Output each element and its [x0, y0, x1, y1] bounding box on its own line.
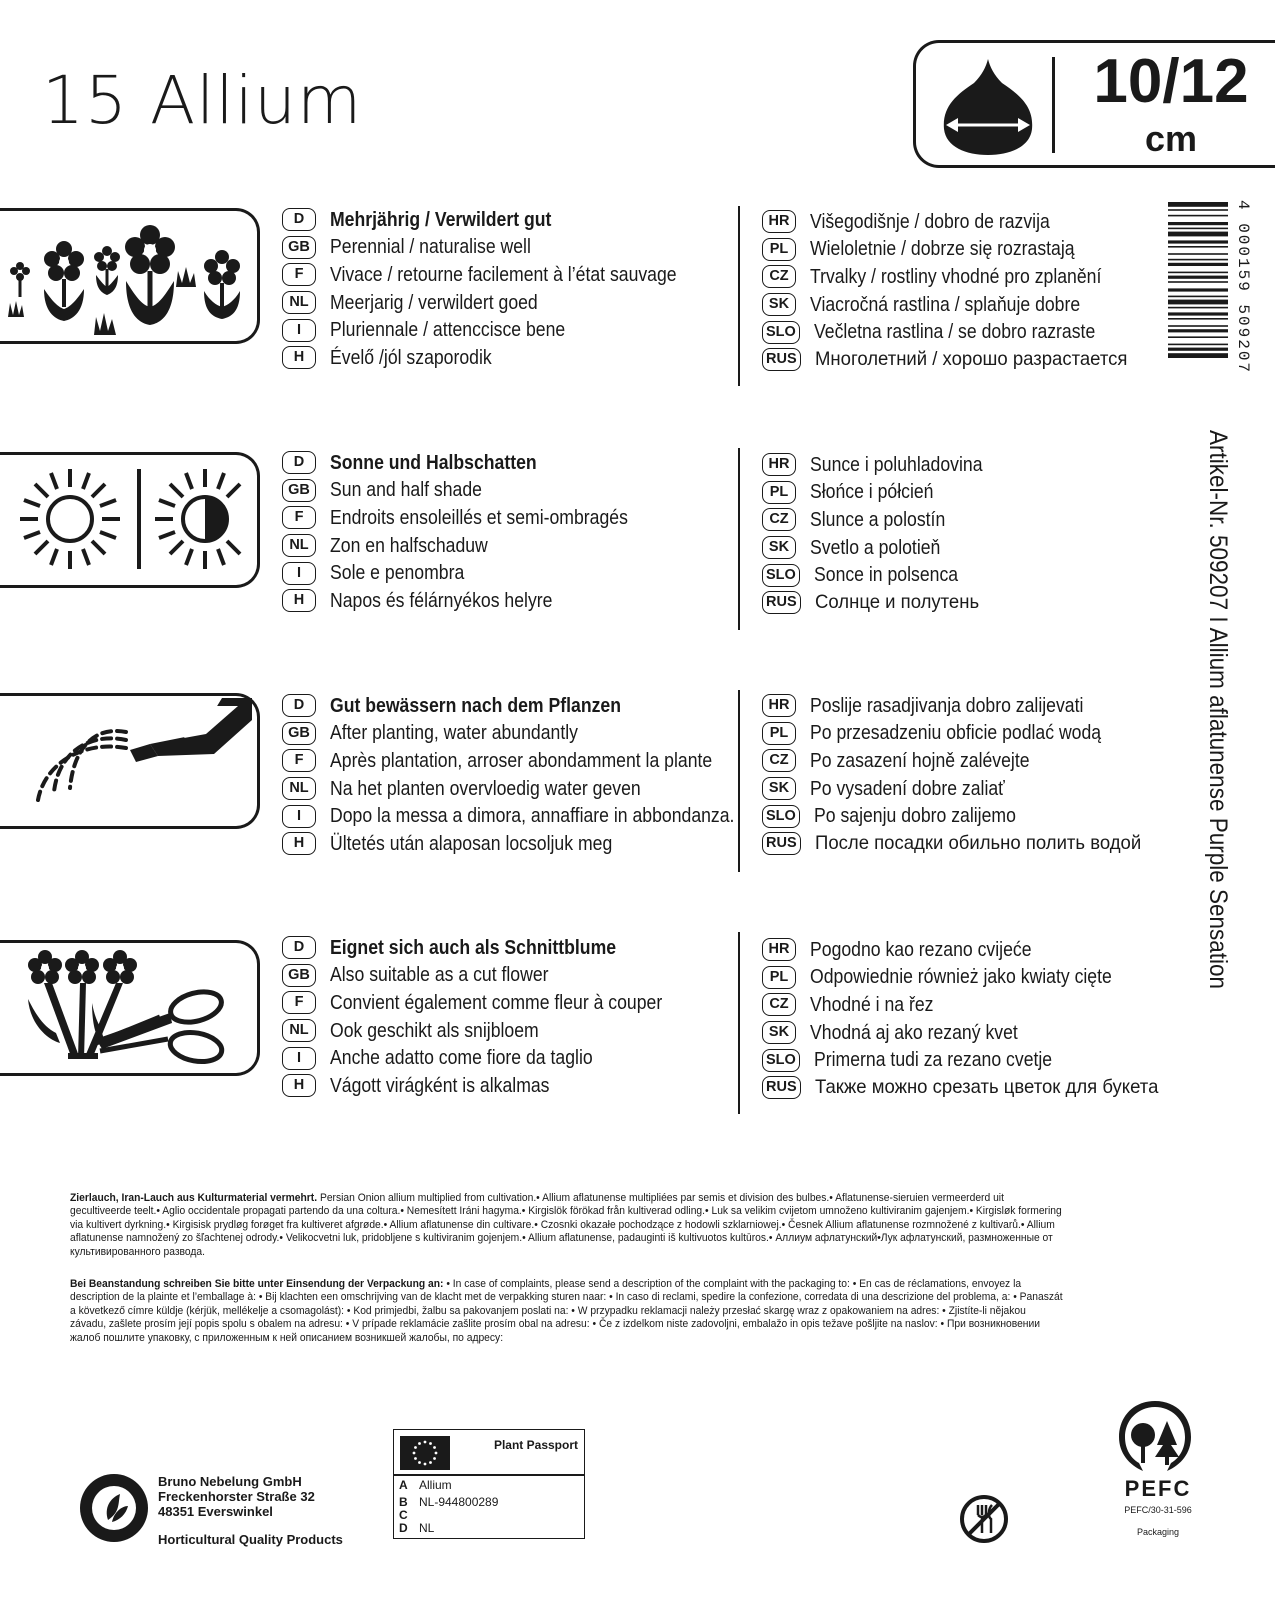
lang-text: Sun and half shade: [330, 478, 482, 502]
list-item: [762, 236, 1149, 264]
sun-list-right: [762, 451, 1011, 617]
lang-code: SK: [762, 1021, 796, 1044]
lang-text: Po przesadzeniu obficie podlać wodą: [810, 721, 1102, 745]
lang-text: Meerjarig / verwildert goed: [330, 290, 538, 314]
lang-text: Viacročná rastlina / splaňuje dobre: [810, 292, 1081, 316]
barcode-bar: [1168, 228, 1228, 230]
lang-text: Ültetés után alaposan locsoljuk meg: [330, 831, 613, 855]
lang-text: Perennial / naturalise well: [330, 235, 531, 259]
list-item: [762, 830, 1158, 858]
list-item: [282, 477, 676, 505]
lang-code: F: [282, 506, 316, 529]
list-item: [762, 263, 1149, 291]
list-item: [282, 316, 733, 344]
supplier-city: 48351 Everswinkel: [158, 1504, 273, 1519]
list-item: [762, 589, 1011, 617]
barcode-bar: [1168, 215, 1228, 217]
page-title: 15 Allium: [42, 62, 363, 139]
barcode-bar: [1168, 348, 1228, 351]
list-item: [762, 506, 1011, 534]
sustainable-supplier-logo: [78, 1472, 150, 1544]
eu-star: [418, 1442, 421, 1445]
lang-text: Zon en halfschaduw: [330, 533, 488, 557]
pefc-code: PEFC/30-31-596: [1124, 1505, 1192, 1515]
eu-star: [414, 1457, 417, 1460]
lang-code: F: [282, 749, 316, 772]
list-item: [282, 747, 800, 775]
watering-can-icon: [0, 696, 257, 826]
lang-code: HR: [762, 694, 796, 717]
list-item: [762, 720, 1158, 748]
list-item: [282, 559, 676, 587]
barcode-bar: [1168, 222, 1228, 225]
passport-divider: [394, 1474, 584, 1476]
lang-text: Na het planten overvloedig water geven: [330, 776, 641, 800]
lang-text: Vhodné i na řez: [810, 992, 934, 1016]
size-divider: [1052, 57, 1055, 153]
list-item: [282, 1072, 716, 1100]
lang-code: H: [282, 589, 316, 612]
lang-text: Sonne und Halbschatten: [330, 450, 537, 474]
plant-passport-title: Plant Passport: [493, 1438, 578, 1452]
eu-flag-icon: [400, 1436, 450, 1470]
lang-text: Mehrjährig / Verwildert gut: [330, 207, 552, 231]
lang-text: Ook geschikt als snijbloem: [330, 1018, 539, 1042]
lang-code: GB: [282, 722, 316, 745]
lang-text: Также можно срезать цветок для букета: [814, 1076, 1159, 1099]
bulb-size-box: [913, 40, 1275, 168]
list-item: [282, 532, 676, 560]
lang-text: Sunce i poluhladovina: [810, 452, 983, 476]
origin-lead: Zierlauch, Iran-Lauch aus Kulturmaterial vermehrt.: [70, 1192, 318, 1204]
lang-text: Vágott virágként is alkalmas: [330, 1073, 550, 1097]
list-item: [282, 234, 733, 262]
list-item: [762, 775, 1158, 803]
barcode-bar: [1168, 246, 1228, 248]
passport-row-c: C: [399, 1508, 408, 1522]
eu-star: [433, 1457, 436, 1460]
lang-code: PL: [762, 481, 796, 504]
pefc-logo-icon: [1113, 1397, 1197, 1475]
lang-code: D: [282, 694, 316, 717]
lang-code: F: [282, 263, 316, 286]
lang-code: GB: [282, 964, 316, 987]
lang-text: Après plantation, arroser abondamment la plante: [330, 748, 713, 772]
eu-star: [429, 1461, 432, 1464]
lang-code: SLO: [762, 805, 800, 828]
lang-code: HR: [762, 938, 796, 961]
lang-code: I: [282, 805, 316, 828]
list-item: [762, 1019, 1176, 1047]
lang-code: SLO: [762, 564, 800, 587]
barcode-bar: [1168, 318, 1228, 320]
lang-text: Anche adatto come fiore da taglio: [330, 1046, 593, 1070]
lang-text: Endroits ensoleillés et semi-ombragés: [330, 505, 628, 529]
lang-code: SK: [762, 536, 796, 559]
lang-code: RUS: [762, 348, 801, 371]
lang-code: PL: [762, 238, 796, 261]
lang-text: Gut bewässern nach dem Pflanzen: [330, 693, 621, 717]
lang-code: GB: [282, 236, 316, 259]
barcode-bar: [1168, 240, 1228, 243]
lang-text: Slunce a polostín: [810, 507, 946, 531]
barcode-bar: [1168, 312, 1228, 315]
lang-text: Večletna rastlina / se dobro razraste: [813, 320, 1096, 344]
lang-code: PL: [762, 966, 796, 989]
lang-text: Wieloletnie / dobrze się rozrastają: [810, 237, 1075, 261]
list-item: [282, 962, 716, 990]
supplier-address: [158, 1474, 315, 1519]
lang-code: CZ: [762, 993, 796, 1016]
list-item: [282, 289, 733, 317]
lang-text: Évelő /jól szaporodik: [330, 345, 492, 369]
pefc-name: PEFC: [1124, 1476, 1192, 1501]
list-item: [762, 561, 1011, 589]
lang-code: NL: [282, 1019, 316, 1042]
lang-text: Pogodno kao rezano cvijeće: [810, 937, 1032, 961]
barcode-bar: [1168, 344, 1228, 346]
lang-text: After planting, water abundantly: [330, 721, 578, 745]
passport-row-d: D NL: [399, 1521, 435, 1535]
not-food-contact-icon: [958, 1493, 1010, 1545]
bulb-icon: [936, 55, 1040, 159]
list-item: [762, 479, 1011, 507]
barcode-bar: [1168, 288, 1228, 291]
lang-code: SLO: [762, 321, 800, 344]
column-divider: [738, 932, 740, 1114]
bulb-size-unit: cm: [1144, 118, 1198, 159]
barcode-number: 4 000159 509207: [1234, 200, 1252, 375]
list-item: [762, 318, 1149, 346]
list-item: [762, 747, 1158, 775]
article-line: Artikel-Nr. 509207 I Allium aflatunense Purple Sensation: [1204, 430, 1232, 990]
lang-code: RUS: [762, 591, 801, 614]
lang-code: I: [282, 562, 316, 585]
lang-text: Po sajenju dobro zalijemo: [813, 804, 1016, 828]
lang-text: Odpowiednie również jako kwiaty cięte: [810, 965, 1112, 989]
lang-code: NL: [282, 534, 316, 557]
lang-code: HR: [762, 453, 796, 476]
eu-star: [435, 1452, 438, 1455]
passport-row-b: B NL-944800289: [399, 1495, 499, 1509]
eu-star: [413, 1452, 416, 1455]
supplier-street: Freckenhorster Straße 32: [158, 1489, 315, 1504]
lang-text: После посадки обильно полить водой: [814, 832, 1141, 855]
lang-code: SK: [762, 777, 796, 800]
list-item: [762, 991, 1176, 1019]
origin-body: Persian Onion allium multiplied from cultivation.• Allium aflatunense multipliées par semis et division des bulbes.• Aflatunense-sieruien vermeerderd uit gecultiveerde teelt.• Aglio occidentale propagati partendo da una coltura.• Nemesített Iráni hagyma.• Kirgislök förökad från kultiverad odling.• Luk sa velikim cvijetom umnoženo kultiviranim gajenjem.• Kirgisløk formering via kultivert dyrkning.• Kirgisisk prydløg forøget fra kultiveret afgrøde.• Allium aflatunense din cultivare.• Czosnki okazałe pochodzące z hodowli szklarniowej.• Česnek Allium aflatunense rozmnožené z kultivarů.• Allium aflatunense namnožený zo šľachtenej odrody.• Velikocvetni luk, pridobljene s kultiviranim gojenjem.• Allium aflatunense, padauginti iš kultivuotos kultūros.• Аллиум афлатунский•Лук афлатунский, размноженные от культивированного развода.: [70, 1192, 1062, 1258]
lang-text: Napos és félárnyékos helyre: [330, 588, 553, 612]
eu-star: [418, 1461, 421, 1464]
lang-text: Svetlo a polotieň: [810, 535, 941, 559]
lang-code: NL: [282, 777, 316, 800]
barcode-bar: [1168, 281, 1228, 283]
list-item: [762, 534, 1011, 562]
cut-flower-list-right: [762, 936, 1176, 1102]
lang-code: I: [282, 319, 316, 342]
plant-passport: [393, 1429, 585, 1539]
barcode-bar: [1168, 259, 1228, 261]
sun-icon-box: [0, 452, 260, 588]
lang-code: SLO: [762, 1049, 800, 1072]
barcode-bar: [1168, 272, 1228, 274]
barcode-bar: [1168, 296, 1228, 298]
lang-text: Vhodná aj ako rezaný kvet: [810, 1020, 1018, 1044]
flowers-icon: [0, 211, 257, 341]
lang-code: CZ: [762, 749, 796, 772]
list-item: [282, 775, 800, 803]
list-item: [282, 587, 676, 615]
lang-code: F: [282, 991, 316, 1014]
lang-code: NL: [282, 291, 316, 314]
lang-code: GB: [282, 479, 316, 502]
lang-code: RUS: [762, 1076, 801, 1099]
sun-half-shade-icon: [0, 455, 257, 585]
list-item: [282, 989, 716, 1017]
lang-text: Višegodišnje / dobro de razvija: [810, 209, 1050, 233]
lang-text: Also suitable as a cut flower: [330, 963, 549, 987]
perennial-list-left: [282, 206, 733, 372]
lang-code: H: [282, 832, 316, 855]
pefc-label: Packaging: [1136, 1527, 1180, 1537]
eu-star: [424, 1441, 427, 1444]
complaint-lead: Bei Beanstandung schreiben Sie bitte unter Einsendung der Verpackung an:: [70, 1278, 444, 1290]
watering-list-right: [762, 692, 1158, 858]
list-item: [762, 802, 1158, 830]
watering-icon-box: [0, 693, 260, 829]
lang-text: Po zasazení hojně zalévejte: [810, 748, 1030, 772]
complaint-text: [70, 1278, 1064, 1345]
column-divider: [738, 690, 740, 872]
list-item: [282, 934, 716, 962]
lang-text: Eignet sich auch als Schnittblume: [330, 935, 617, 959]
lang-text: Многолетний / хорошо разрастается: [814, 348, 1128, 371]
list-item: [762, 291, 1149, 319]
lang-code: PL: [762, 722, 796, 745]
perennial-list-right: [762, 208, 1149, 374]
list-item: [762, 1074, 1176, 1102]
barcode-bar: [1168, 209, 1228, 211]
perennial-icon-box: [0, 208, 260, 344]
list-item: [282, 830, 800, 858]
lang-text: Солнце и полутень: [814, 591, 979, 614]
cut-flower-list-left: [282, 934, 716, 1100]
barcode-bar: [1168, 232, 1228, 237]
barcode-bar: [1168, 202, 1228, 207]
lang-text: Słońce i półcień: [810, 480, 934, 504]
list-item: [762, 692, 1158, 720]
list-item: [282, 1017, 716, 1045]
lang-code: SK: [762, 293, 796, 316]
lang-code: I: [282, 1047, 316, 1070]
barcode-bar: [1168, 300, 1228, 305]
list-item: [282, 504, 676, 532]
bulb-size-value: 10/12: [1093, 47, 1249, 116]
lang-text: Dopo la messa a dimora, annaffiare in abbondanza.: [330, 804, 735, 828]
barcode-bar: [1168, 353, 1228, 358]
list-item: [762, 1046, 1176, 1074]
list-item: [762, 964, 1176, 992]
barcode-bar: [1168, 336, 1228, 338]
barcode-bar: [1168, 263, 1228, 266]
lang-code: HR: [762, 210, 796, 233]
lang-code: H: [282, 1074, 316, 1097]
list-item: [282, 206, 733, 234]
list-item: [282, 344, 733, 372]
list-item: [282, 449, 676, 477]
barcode-bar: [1168, 325, 1228, 327]
lang-code: CZ: [762, 508, 796, 531]
list-item: [762, 346, 1149, 374]
list-item: [282, 692, 800, 720]
column-divider: [738, 448, 740, 630]
lang-code: CZ: [762, 265, 796, 288]
supplier-tagline: Horticultural Quality Products: [158, 1532, 343, 1547]
eu-star: [414, 1446, 417, 1449]
barcode-bar: [1168, 329, 1228, 332]
sun-list-left: [282, 449, 676, 615]
lang-text: Po vysadení dobre zaliať: [810, 776, 1005, 800]
lang-code: D: [282, 208, 316, 231]
barcode-bar: [1168, 307, 1228, 309]
lang-code: D: [282, 936, 316, 959]
cut-flower-icon-box: [0, 940, 260, 1076]
lang-text: Vivace / retourne facilement à l’état sauvage: [330, 262, 677, 286]
eu-star: [429, 1442, 432, 1445]
list-item: [282, 720, 800, 748]
list-item: [762, 936, 1176, 964]
cut-flower-icon: [0, 943, 257, 1073]
list-item: [762, 451, 1011, 479]
lang-text: Pluriennale / attencciscе bene: [330, 318, 566, 342]
column-divider: [738, 206, 740, 386]
lang-text: Sole e penombra: [330, 561, 465, 585]
barcode-bar: [1168, 276, 1228, 279]
passport-row-a: A Allium: [399, 1478, 452, 1492]
barcode-bar: [1168, 253, 1228, 255]
list-item: [282, 802, 800, 830]
eu-star: [424, 1463, 427, 1466]
list-item: [282, 1044, 716, 1072]
origin-text: [70, 1192, 1064, 1259]
list-item: [762, 208, 1149, 236]
lang-code: H: [282, 346, 316, 369]
lang-text: Poslije rasadjivanja dobro zalijevati: [810, 693, 1084, 717]
lang-code: RUS: [762, 832, 801, 855]
complaint-body: • In case of complaints, please send a description of the complaint with the packaging to: • En cas de réclamations, envoyez la description de la plainte et l’emballage à: • Bij klachten een omschrijving van de klacht met de verpakking sturen naar: • In caso di reclami, spedire la confezione, corredata di una descrizione del problema, a: • Panaszát a következő címre küldje (kérjük, mellékelje a csomagolást): • Kod primjedbi, žalbu sa pakovanjem poslati na: • W przypadku reklamacji należy przesłać skargę wraz z opakowaniem na adres: • Zjistíte-li nějakou závadu, zašlete prosím její popis spolu s obalem na adresu: • V prípade reklamácie zašlite prosím obal na adresu: • Če z izdelkom niste zadovoljni, embalažo in opis težave pošljite na naslov: • При возникновении жалоб пошлите упаковку, с приложенным к ней описанием возникшей жалобы, по адресу:: [70, 1278, 1063, 1344]
watering-list-left: [282, 692, 800, 858]
lang-text: Trvalky / rostliny vhodné pro zplanění: [810, 264, 1102, 288]
lang-text: Sonce in polsenca: [813, 563, 958, 587]
lang-text: Primerna tudi za rezano cvetje: [813, 1048, 1052, 1072]
lang-code: D: [282, 451, 316, 474]
supplier-name: Bruno Nebelung GmbH: [158, 1474, 302, 1489]
eu-star: [433, 1446, 436, 1449]
list-item: [282, 261, 733, 289]
lang-text: Convient également comme fleur à couper: [330, 990, 663, 1014]
